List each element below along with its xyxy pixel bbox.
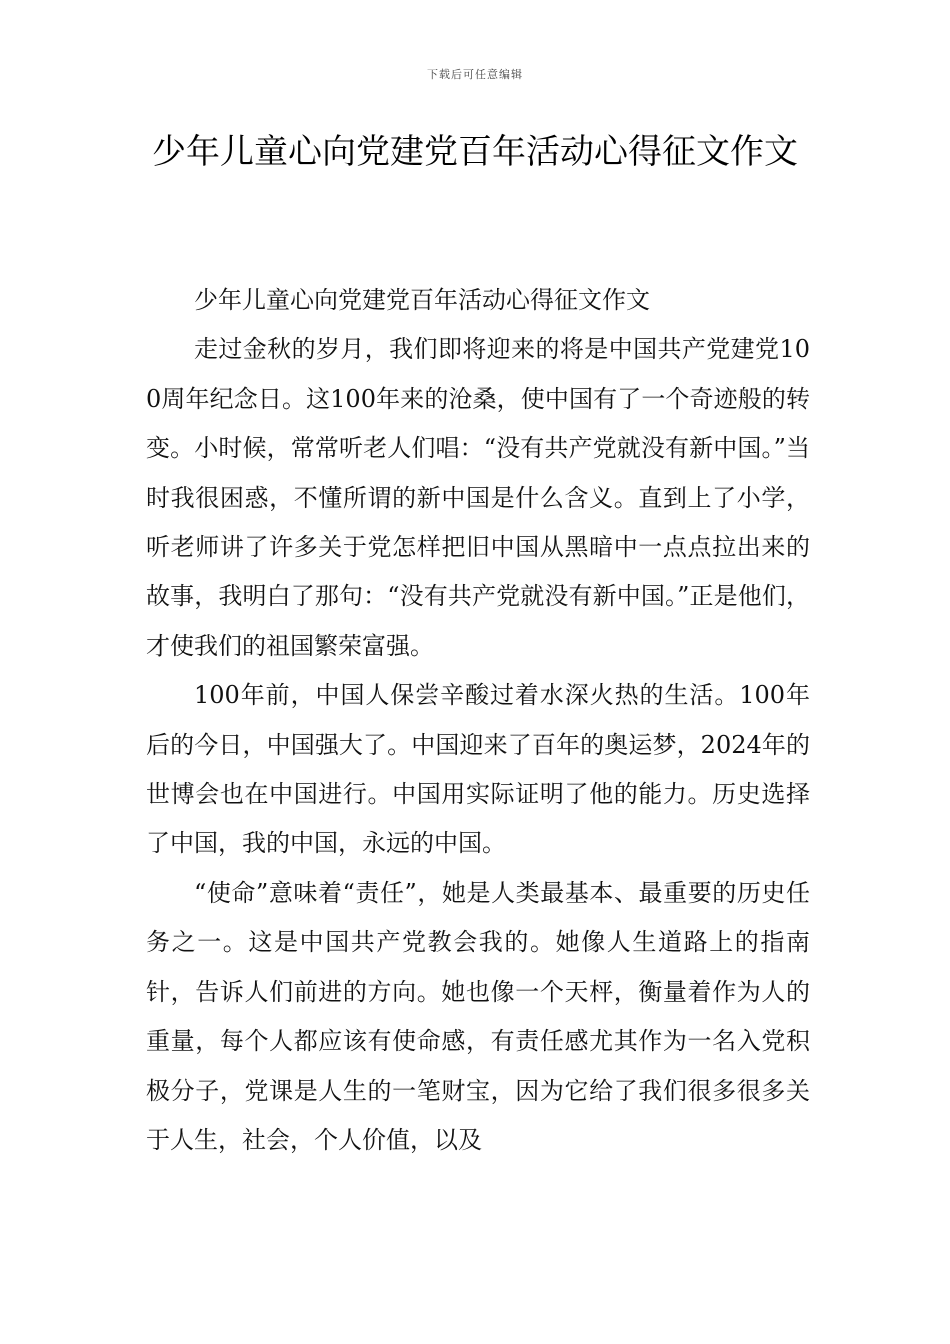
document-title: 少年儿童心向党建党百年活动心得征文作文 xyxy=(152,132,798,172)
document-body xyxy=(146,276,810,1165)
paragraph-2: 100年前，中国人保尝辛酸过着水深火热的生活。100年后的今日，中国强大了。中国迎来了百年的奥运梦，2024年的世博会也在中国进行。中国用实际证明了他的能力。历史选择了中国，我的中国，永远的中国。 xyxy=(146,681,810,858)
paragraph-1: 走过金秋的岁月，我们即将迎来的将是中国共产党建党100周年纪念日。这100年来的沧桑，使中国有了一个奇迹般的转变。小时候，常常听老人们唱：“没有共产党就没有新中国。”当时我很困惑，不懂所谓的新中国是什么含义。直到上了小学，听老师讲了许多关于党怎样把旧中国从黑暗中一点点拉出来的故事，我明白了那句：“没有共产党就没有新中国。”正是他们，才使我们的祖国繁荣富强。 xyxy=(146,335,810,660)
paragraph-subtitle: 少年儿童心向党建党百年活动心得征文作文 xyxy=(194,286,650,314)
paragraph-3: “使命”意味着“责任”，她是人类最基本、最重要的历史任务之一。这是中国共产党教会我的。她像人生道路上的指南针，告诉人们前进的方向。她也像一个天枰，衡量着作为人的重量，每个人都应该有使命感，有责任感尤其作为一名入党积极分子，党课是人生的一笔财宝，因为它给了我们很多很多关于人生，社会，个人价值，以及 xyxy=(146,878,810,1154)
header-note: 下载后可任意编辑 xyxy=(427,68,523,81)
